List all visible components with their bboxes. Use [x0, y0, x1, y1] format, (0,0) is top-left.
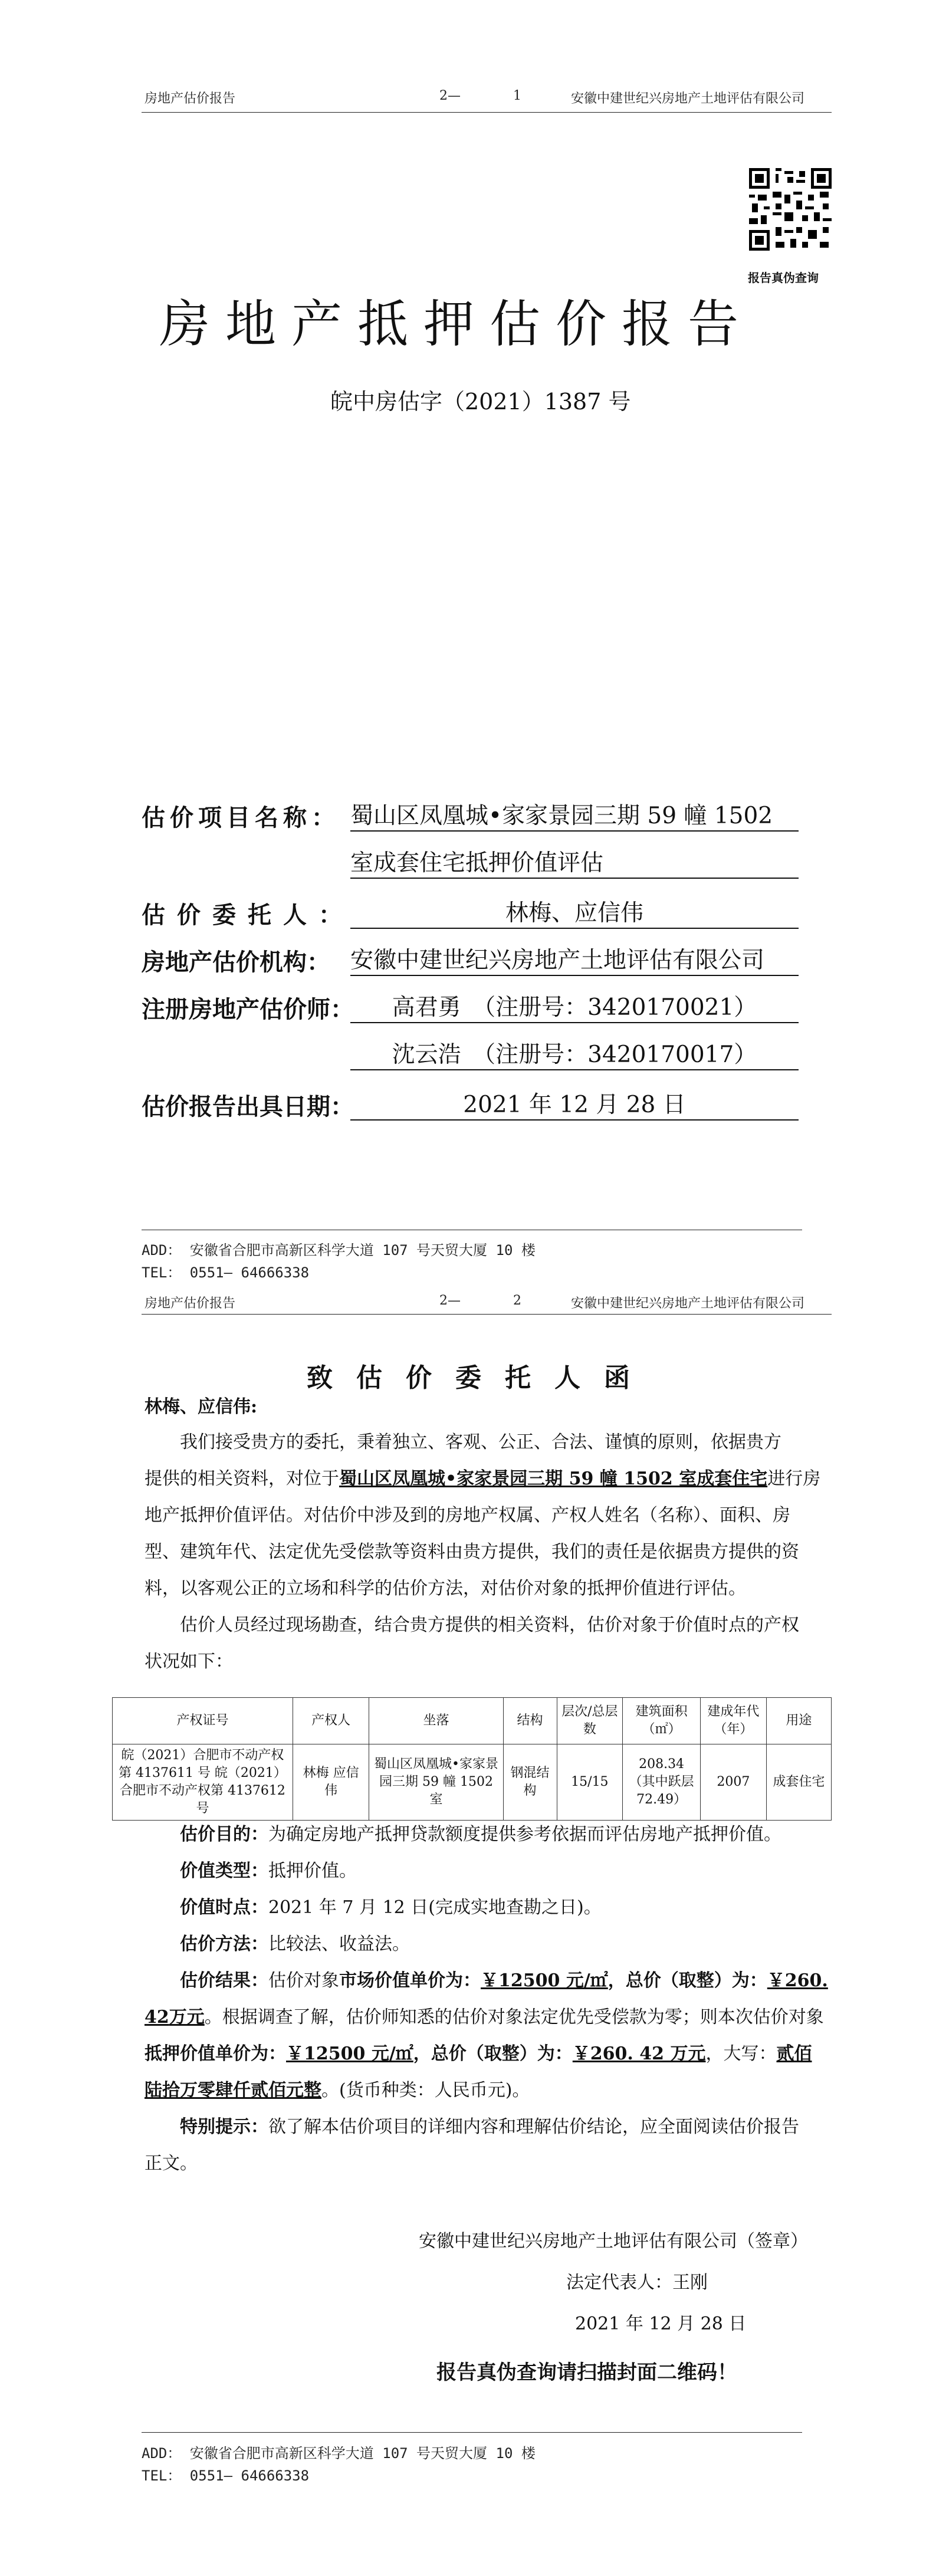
purpose-line: [144, 1816, 829, 1853]
market-total-price: ￥260. 42: [144, 1970, 828, 2028]
table-header: 建筑面积（㎡）: [623, 1698, 701, 1744]
result-text: 市场价值单价为：: [339, 1970, 481, 1991]
field-label-appraisers: 注册房地产估价师：: [142, 995, 354, 1023]
field-value-project: 蜀山区凤凰城•家家景园三期 59 幢 1502: [350, 797, 799, 832]
note-text: 欲了解本估价项目的详细内容和理解估价结论，应全面阅读估价报告: [268, 2117, 799, 2137]
date-label: 价值时点：: [180, 1897, 268, 1918]
field-value-project-line2: 室成套住宅抵押价值评估: [350, 845, 799, 879]
table-row: [113, 1744, 832, 1821]
para-line: 料，以客观公正的立场和科学的估价方法，对估价对象的抵押价值进行评估。: [144, 1578, 746, 1599]
result-text: 。(货币种类：人民币元)。: [321, 2080, 530, 2101]
table-cell: 钢混结构: [503, 1744, 557, 1821]
document-number: 皖中房估字（2021）1387 号: [330, 389, 631, 415]
header-left: 房地产估价报告: [144, 91, 236, 106]
table-cell: 林梅 应信伟: [293, 1744, 369, 1821]
footer-phone: TEL： 0551— 64666338: [142, 2467, 310, 2484]
date-line: [144, 1890, 829, 1926]
market-unit-price: ￥12500 元/㎡: [481, 1970, 608, 1991]
table-cell: 2007: [700, 1744, 766, 1821]
purpose-label: 估价目的：: [180, 1824, 268, 1845]
signature-date: 2021 年 12 月 28 日: [575, 2314, 747, 2334]
table-cell: 成套住宅: [766, 1744, 831, 1821]
table-header-row: [113, 1698, 832, 1744]
table-header: 用途: [766, 1698, 831, 1744]
field-value-agency: 安徽中建世纪兴房地产土地评估有限公司: [350, 942, 799, 976]
footer-phone: TEL： 0551— 64666338: [142, 1264, 310, 1281]
para-line: 型、建筑年代、法定优先受偿款等资料由贵方提供，我们的责任是依据贵方提供的资: [144, 1542, 799, 1562]
method-text: 比较法、收益法。: [268, 1934, 410, 1954]
header-page-number: 1: [513, 88, 521, 103]
para-text: 进行房: [767, 1468, 821, 1489]
valuation-details: [144, 1816, 829, 2182]
method-line: [144, 1926, 829, 1963]
verification-note: 报告真伪查询请扫描封面二维码！: [436, 2361, 737, 2384]
result-text: 估价对象: [268, 1970, 339, 1991]
header-right: 安徽中建世纪兴房地产土地评估有限公司: [571, 1296, 805, 1311]
note-line: [144, 2109, 829, 2145]
header-right: 安徽中建世纪兴房地产土地评估有限公司: [571, 91, 805, 106]
property-table: [112, 1697, 832, 1821]
field-value-appraiser-2: 沈云浩 （注册号：3420170017）: [350, 1036, 799, 1070]
date-text: 2021 年 7 月 12 日(完成实地查勘之日)。: [268, 1897, 602, 1918]
para-line: 地产抵押价值评估。对估价中涉及到的房地产权属、产权人姓名（名称）、面积、房: [144, 1505, 790, 1526]
table-cell: 蜀山区凤凰城•家家景园三期 59 幢 1502 室: [369, 1744, 503, 1821]
footer-address: ADD： 安徽省合肥市高新区科学大道 107 号天贸大厦 10 楼: [142, 1242, 536, 1259]
signature-company: 安徽中建世纪兴房地产土地评估有限公司（签章）: [419, 2231, 808, 2252]
result-text: 。根据调查了解，估价师知悉的估价对象法定优先受偿款为零；则本次估价对象: [204, 2007, 824, 2028]
header-rule: [142, 112, 832, 113]
para-line: 估价人员经过现场勘查，结合贵方提供的相关资料，估价对象于价值时点的产权: [180, 1615, 799, 1635]
result-text: ，总价（取整）为：: [607, 1970, 767, 1991]
table-cell: 208.34（其中跃层 72.49）: [623, 1744, 701, 1821]
qr-code-icon[interactable]: [749, 168, 832, 251]
field-label-project: 估价项目名称：: [142, 804, 340, 832]
field-value-appraiser-1: 高君勇 （注册号：3420170021）: [350, 989, 799, 1023]
amount-in-words: 拾万零肆仟贰佰元整: [162, 2080, 321, 2101]
signature-representative: 法定代表人：王刚: [566, 2272, 708, 2293]
table-cell: 皖（2021）合肥市不动产权第 4137611 号 皖（2021）合肥市不动产权第 4137612 号: [113, 1744, 293, 1821]
note-line-2: 正文。: [144, 2153, 198, 2174]
result-text: ，总价（取整）为：: [413, 2043, 573, 2064]
letter-title: 致估价委托人函: [307, 1363, 653, 1393]
field-label-agency: 房地产估价机构：: [142, 948, 330, 976]
type-text: 抵押价值。: [268, 1861, 357, 1881]
result-paragraph: [144, 1963, 829, 2109]
field-value-client: 林梅、应信伟: [350, 895, 799, 929]
footer-rule: [142, 2432, 802, 2433]
header-middle: 2—: [439, 1293, 461, 1308]
amount-in-words: 贰佰陆: [144, 2043, 812, 2101]
report-title: 房地产抵押估价报告: [159, 295, 754, 354]
mortgage-unit-price: ￥12500 元/㎡: [286, 2043, 413, 2064]
result-text: 万元: [169, 2007, 205, 2028]
field-label-issue-date: 估价报告出具日期：: [142, 1093, 354, 1121]
para-line: 状况如下：: [144, 1651, 233, 1672]
type-label: 价值类型：: [180, 1861, 268, 1881]
field-value-issue-date: 2021 年 12 月 28 日: [350, 1086, 799, 1121]
salutation: 林梅、应信伟:: [144, 1397, 258, 1417]
field-label-client: 估价委托人：: [142, 901, 354, 929]
table-header: 层次/总层数: [557, 1698, 623, 1744]
paragraph-intro: [144, 1424, 829, 1680]
header-left: 房地产估价报告: [144, 1296, 236, 1311]
result-label: 估价结果：: [180, 1970, 268, 1991]
property-address: 蜀山区凤凰城•家家景园三期 59 幢 1502 室成套住宅: [339, 1468, 768, 1489]
table-header: 产权证号: [113, 1698, 293, 1744]
table-header: 坐落: [369, 1698, 503, 1744]
footer-address: ADD： 安徽省合肥市高新区科学大道 107 号天贸大厦 10 楼: [142, 2445, 536, 2462]
table-cell: 15/15: [557, 1744, 623, 1821]
para-line: 我们接受贵方的委托，秉着独立、客观、公正、合法、谨慎的原则，依据贵方: [180, 1432, 781, 1453]
header-page-number: 2: [513, 1293, 521, 1308]
table-header: 产权人: [293, 1698, 369, 1744]
para-text: 提供的相关资料，对位于: [144, 1468, 339, 1489]
method-label: 估价方法：: [180, 1934, 268, 1954]
type-line: [144, 1853, 829, 1890]
result-text: ，大写：: [705, 2043, 777, 2064]
result-text: 抵押价值单价为：: [144, 2043, 286, 2064]
table-header: 结构: [503, 1698, 557, 1744]
mortgage-total-price: ￥260. 42 万元: [572, 2043, 706, 2064]
purpose-text: 为确定房地产抵押贷款额度提供参考依据而评估房地产抵押价值。: [268, 1824, 781, 1845]
qr-caption: 报告真伪查询: [748, 271, 819, 285]
table-header: 建成年代（年）: [700, 1698, 766, 1744]
header-middle: 2—: [439, 88, 461, 103]
header-rule: [142, 1314, 832, 1315]
note-label: 特别提示：: [180, 2117, 268, 2137]
para-line: [144, 1461, 829, 1497]
